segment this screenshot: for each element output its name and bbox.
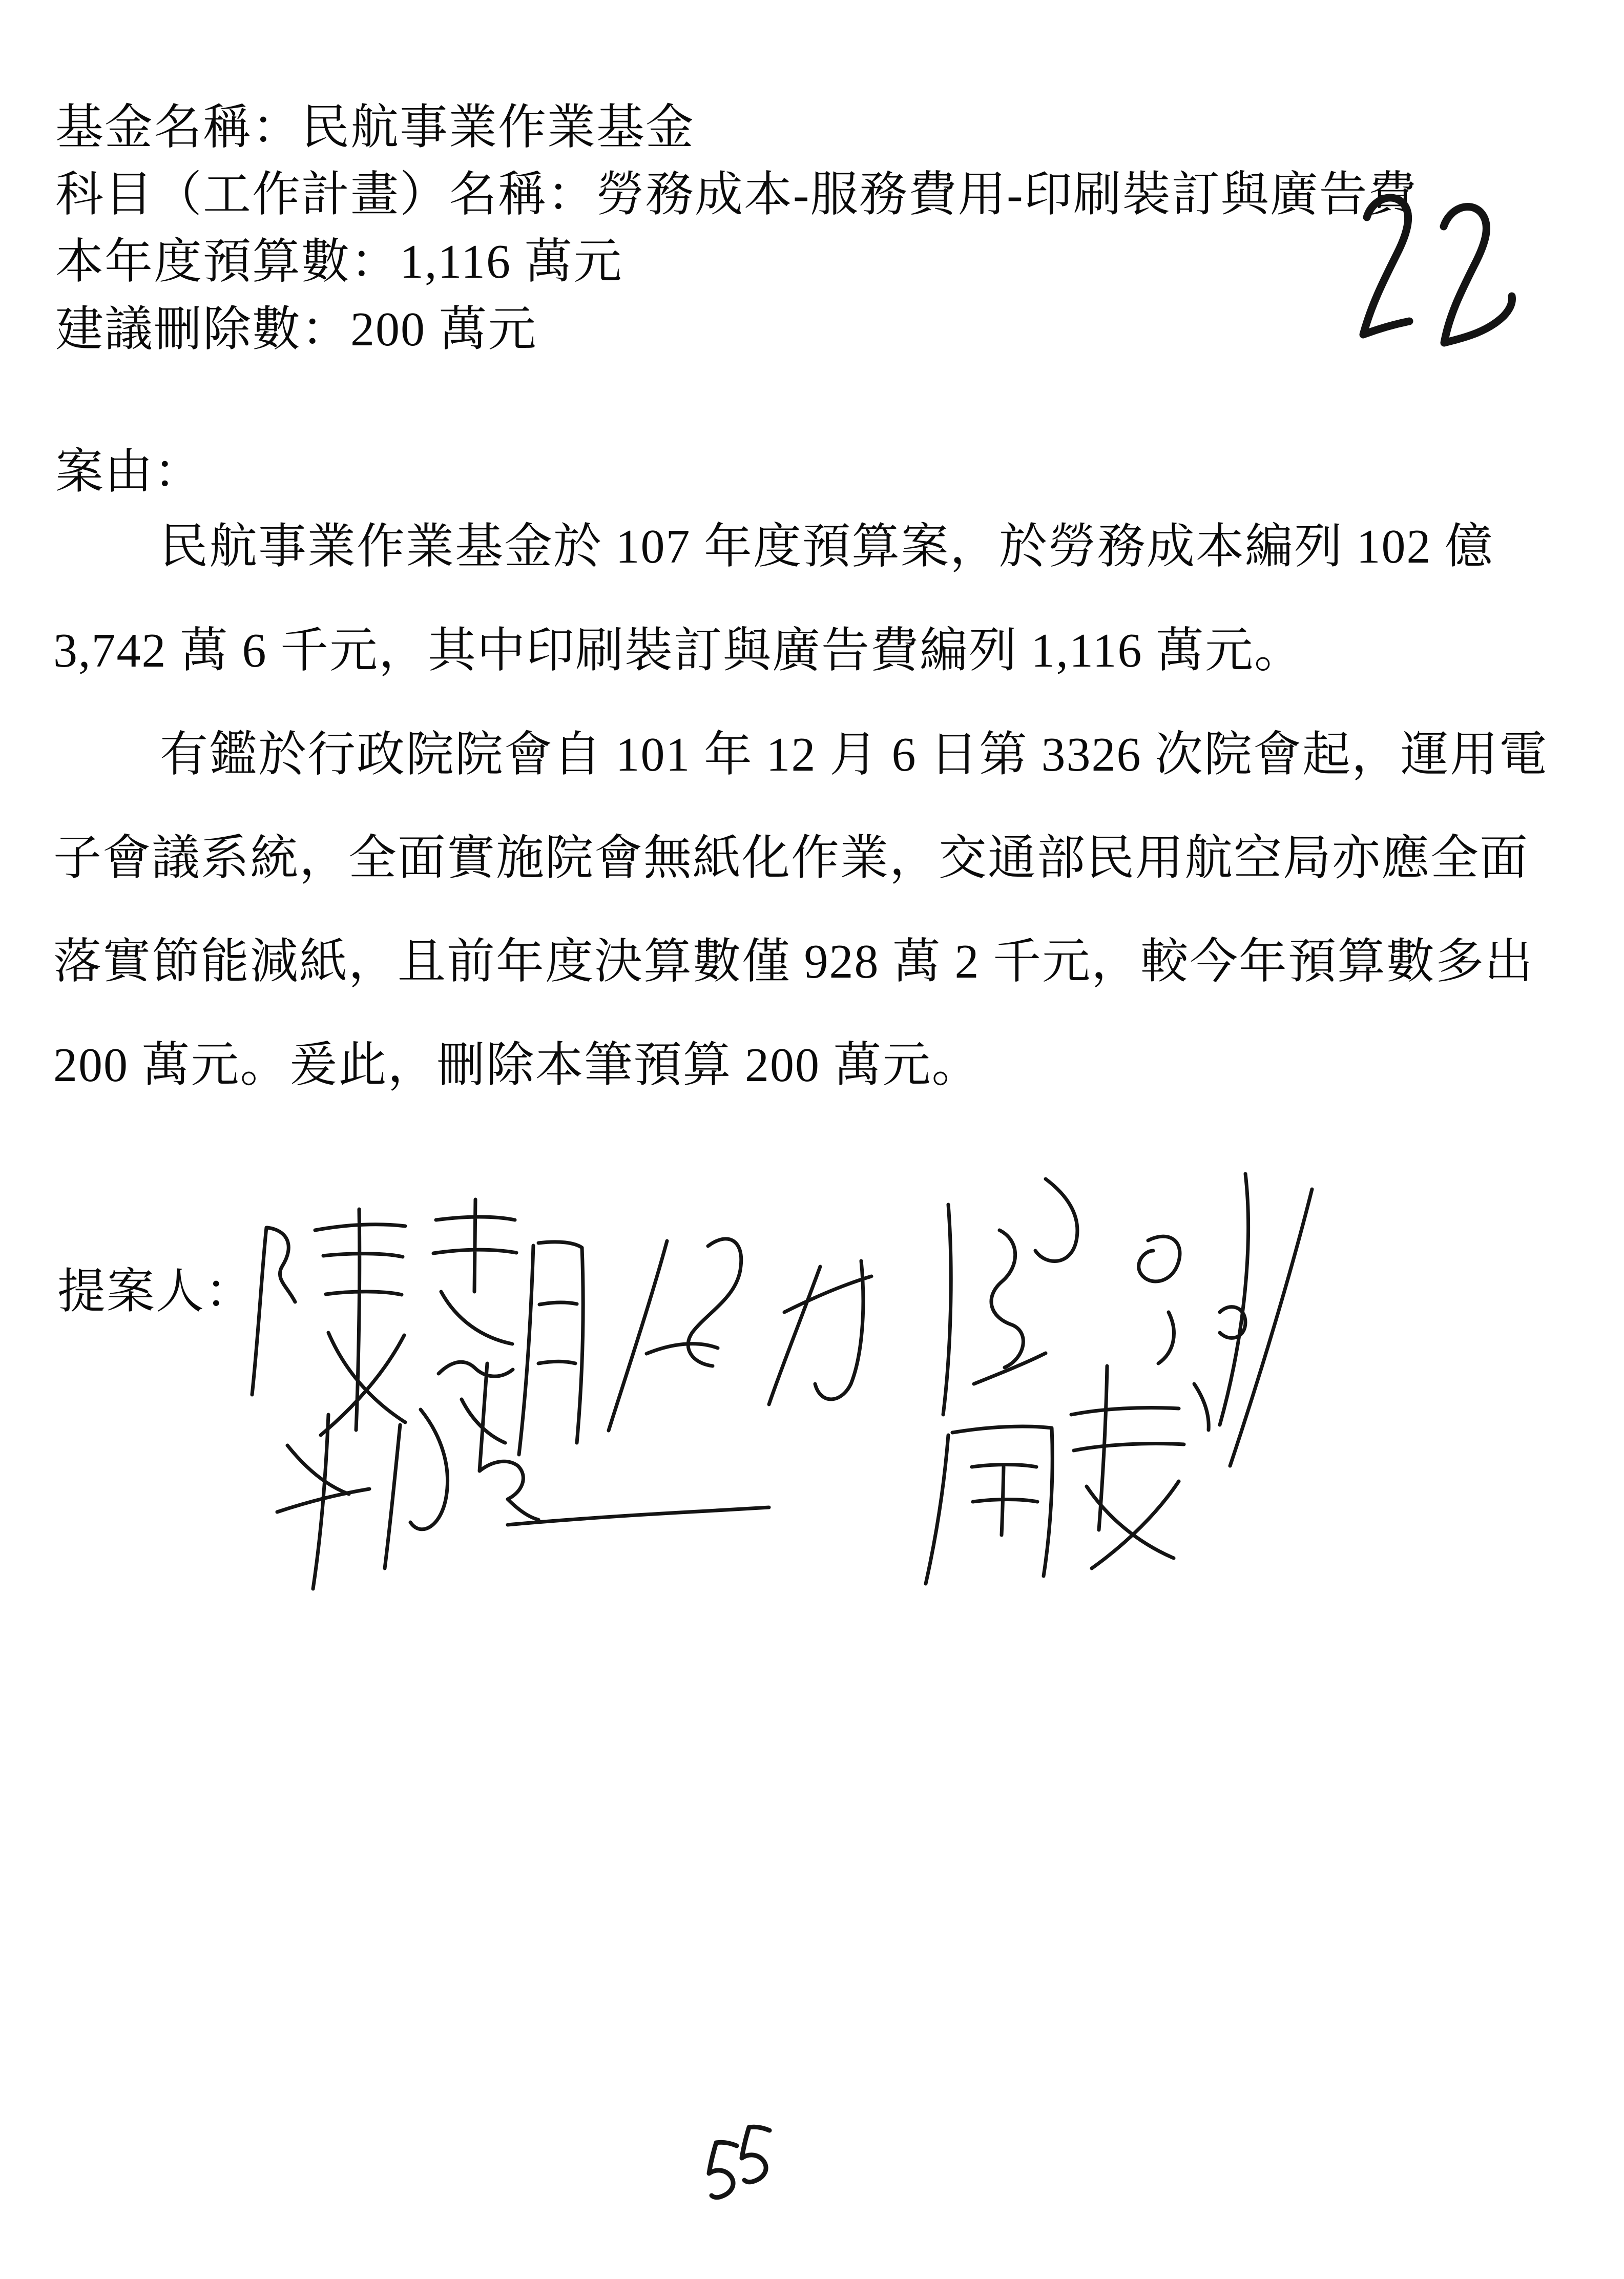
proposed-deletion-line: 建議刪除數：200 萬元 bbox=[55, 303, 537, 356]
signature-1 bbox=[252, 1199, 583, 1455]
paragraph1-line2: 3,742 萬 6 千元，其中印刷裝訂與廣告費編列 1,116 萬元。 bbox=[53, 624, 1304, 677]
signature-3 bbox=[1035, 1174, 1312, 1466]
proposer-label: 提案人： bbox=[57, 1265, 255, 1318]
case-label: 案由： bbox=[55, 445, 203, 499]
signature-2 bbox=[609, 1205, 1046, 1431]
paragraph2-line4: 200 萬元。爰此，刪除本筆預算 200 萬元。 bbox=[53, 1039, 981, 1092]
signature-5 bbox=[926, 1366, 1209, 1584]
paragraph2-line2: 子會議系統，全面實施院會無紙化作業，交通部民用航空局亦應全面 bbox=[53, 832, 1529, 885]
annual-budget-line: 本年度預算數：1,116 萬元 bbox=[55, 235, 623, 288]
handwritten-page-number-55 bbox=[709, 2127, 769, 2197]
paragraph2-line1: 有鑑於行政院院會自 101 年 12 月 6 日第 3326 次院會起，運用電 bbox=[160, 728, 1549, 781]
paragraph2-line3: 落實節能減紙，且前年度決算數僅 928 萬 2 千元，較今年預算數多出 bbox=[53, 935, 1534, 988]
subject-name-line: 科目（工作計畫）名稱：勞務成本-服務費用-印刷裝訂與廣告費 bbox=[55, 168, 1418, 221]
fund-name-line: 基金名稱：民航事業作業基金 bbox=[55, 101, 695, 154]
handwritten-case-number-22 bbox=[1363, 198, 1512, 343]
paragraph1-line1: 民航事業作業基金於 107 年度預算案，於勞務成本編列 102 億 bbox=[160, 520, 1494, 573]
